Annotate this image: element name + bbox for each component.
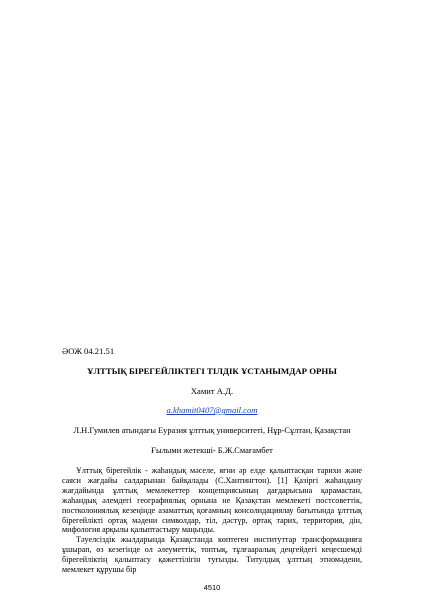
udc-code: ӘОЖ 04.21.51 bbox=[62, 346, 115, 356]
page-number: 4510 bbox=[203, 583, 221, 592]
author-name: Хамит А.Д. bbox=[190, 386, 234, 396]
article-body bbox=[62, 466, 362, 575]
author-email-link[interactable]: a.khamit0407@gmail.com bbox=[166, 405, 258, 415]
body-paragraph: Тәуелсіздік жылдарында Қазақстанда көптеген институттар трансформацияға ұшырап, өз кезегінде ол әлеуметтік, топтық, тұлғааралық деңгейдегі кеңесшемді бірегейліктің қалыптасу қажеттілігін туғызды. Титулдық ұлттың этномәдени, мемлекет құрушы бір bbox=[62, 535, 362, 575]
author-affiliation: Л.Н.Гумилев атындағы Еуразия ұлттық университеті, Нұр-Сұлтан, Қазақстан bbox=[73, 426, 351, 435]
scientific-advisor: Ғылыми жетекшi- Б.Ж.Смағамбет bbox=[151, 446, 273, 455]
article-title: ҰЛТТЫҚ БІРЕГЕЙЛІКТЕГІ ТІЛДІК ҰСТАНЫМДАР ОРНЫ bbox=[87, 366, 337, 376]
body-paragraph: Ұлттық бірегейлік - жаһандық мәселе, яғни әр елде қалыптасқан тарихи және саяси жағдайы салдарынан байқалады (С.Хантингтон). [1] Қазіргі жаһандану жағдайында ұлттық мемлекеттер концепциясының дағдарысына қарамастан, жаһандық әлемдегі географиялық орнына не Қазақстан мемлекеті постсоветтік, постколониялық кезеңінде азаматтық қоғамның консолидациялау бағытында ұлттық бірегейлікті ортақ мәдени символдар, тіл, дәстүр, ортақ тарих, территория, дін, мифология арқылы қалыптастыру маңызды. bbox=[62, 466, 362, 535]
